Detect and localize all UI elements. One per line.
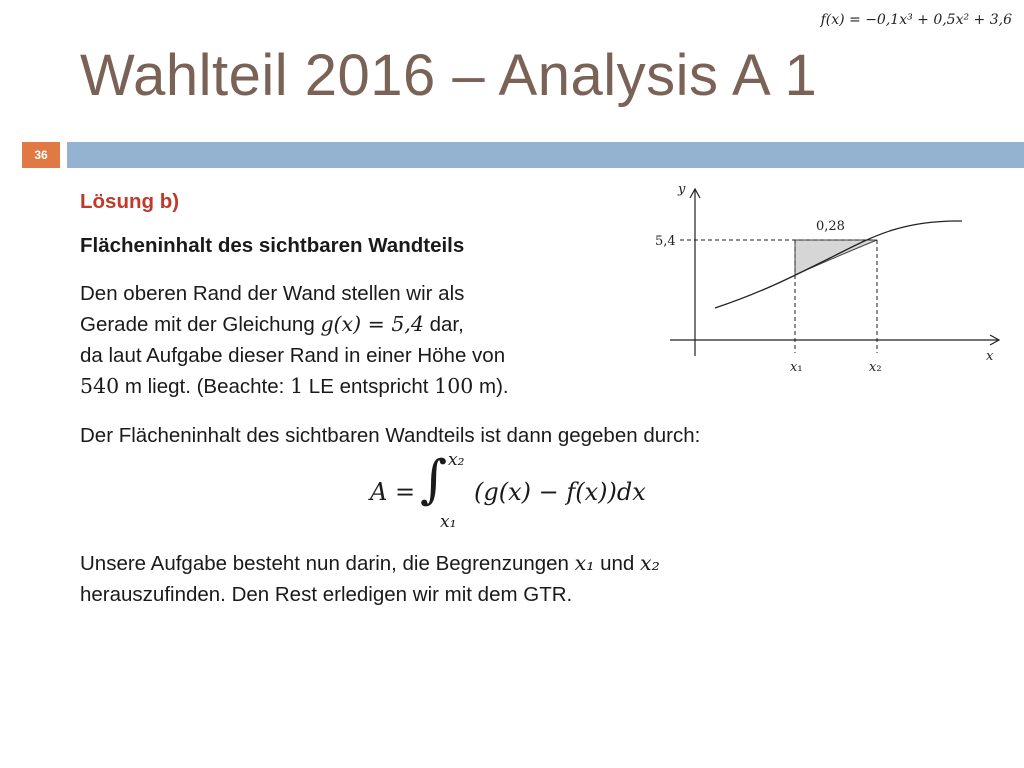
subheading: Flächeninhalt des sichtbaren Wandteils bbox=[80, 234, 465, 257]
integral-lower-bound: 𝑥₁ bbox=[440, 512, 457, 532]
slide-number-badge: 36 bbox=[22, 142, 60, 168]
paragraph-line: 540 m liegt. (Beachte: 1 LE entspricht 100 m). bbox=[80, 374, 509, 398]
slide-title: Wahlteil 2016 – Analysis A 1 bbox=[80, 43, 818, 108]
y-tick-label: 5,4 bbox=[655, 234, 676, 249]
integral-upper-bound: 𝑥₂ bbox=[448, 450, 465, 470]
paragraph-line: Unsere Aufgabe besteht nun darin, die Begrenzungen 𝑥₁ und 𝑥₂ bbox=[80, 551, 660, 575]
function-formula: 𝑓(𝑥) = −0,1𝑥³ + 0,5𝑥² + 3,6 bbox=[820, 12, 1012, 28]
paragraph-line: herauszufinden. Den Rest erledigen wir mit dem GTR. bbox=[80, 583, 573, 606]
x-axis-label: 𝑥 bbox=[986, 349, 994, 364]
solution-heading: Lösung b) bbox=[80, 190, 180, 213]
function-graph bbox=[640, 178, 1010, 378]
curve-f bbox=[715, 221, 962, 308]
equation-g: 𝑔(𝑥) = 5,4 bbox=[320, 312, 424, 336]
integrand: (𝑔(𝑥) − 𝑓(𝑥))𝑑𝑥 bbox=[474, 478, 646, 506]
header-bar bbox=[67, 142, 1024, 168]
x1-label: 𝑥₁ bbox=[790, 360, 803, 375]
y-axis-label: 𝑦 bbox=[678, 182, 686, 197]
x2-label: 𝑥₂ bbox=[869, 360, 882, 375]
integral-sign: ∫ bbox=[420, 450, 448, 510]
paragraph-explanation bbox=[80, 278, 509, 402]
paragraph-line: Gerade mit der Gleichung 𝑔(𝑥) = 5,4 dar, bbox=[80, 312, 464, 336]
area-label: 0,28 bbox=[816, 219, 845, 234]
paragraph-line: da laut Aufgabe dieser Rand in einer Höhe von bbox=[80, 344, 506, 367]
paragraph-line: Den oberen Rand der Wand stellen wir als bbox=[80, 282, 465, 305]
integral-formula bbox=[370, 448, 710, 538]
integral-lhs: 𝐴 = bbox=[370, 478, 416, 506]
paragraph-integral-intro: Der Flächeninhalt des sichtbaren Wandteils ist dann gegeben durch: bbox=[80, 424, 701, 447]
paragraph-task bbox=[80, 548, 660, 610]
